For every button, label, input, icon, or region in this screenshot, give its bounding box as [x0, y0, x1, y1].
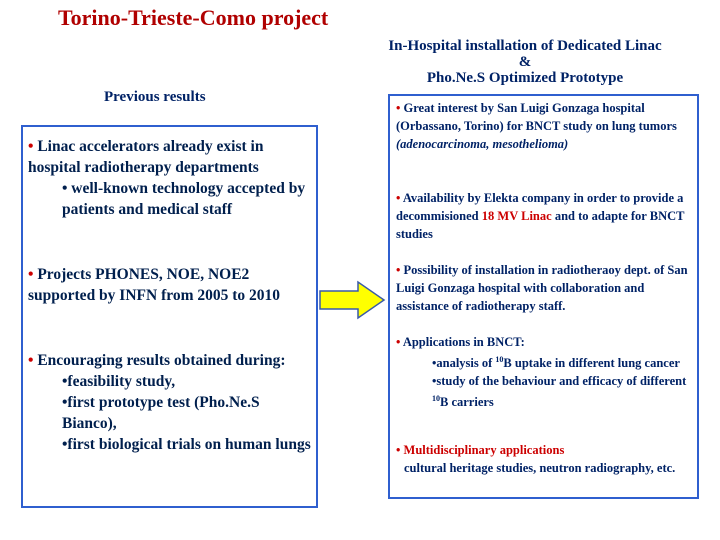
right-subpoint-carriers-post: B carriers	[440, 395, 494, 410]
left-point-projects	[28, 264, 313, 306]
right-point-multidisciplinary	[396, 441, 694, 477]
left-point-linac	[28, 136, 313, 220]
isotope-superscript: 10	[495, 355, 504, 364]
left-subpoint-feasibility: •feasibility study,	[62, 373, 176, 390]
right-subpoint-carriers	[396, 372, 694, 411]
right-point-elekta	[396, 189, 694, 243]
right-subpoint-carriers-pre: •study of the behaviour and efficacy of different	[432, 374, 687, 389]
right-point-applications-text: Applications in BNCT:	[400, 335, 525, 349]
isotope-superscript: 10	[432, 394, 440, 404]
left-point-linac-text: Linac accelerators already exist in hospital radiotherapy departments	[28, 138, 264, 176]
right-subpoint-uptake-pre: •analysis of	[432, 356, 496, 371]
right-subpoint-uptake	[396, 351, 694, 372]
left-point-results-text: Encouraging results obtained during:	[33, 352, 286, 369]
right-point-installation	[396, 261, 694, 315]
right-heading-line2: &	[518, 54, 532, 70]
left-subpoint-prototype: •first prototype test (Pho.Ne.S Bianco),	[62, 394, 260, 432]
right-heading-line1: In-Hospital installation of Dedicated Linac	[388, 38, 662, 54]
right-point-installation-text: Possibility of installation in radiotheraoy dept. of San Luigi Gonzaga hospital with collaboration and assistance of radiotherapy staff.	[396, 263, 688, 313]
right-heading	[340, 38, 710, 86]
left-point-projects-text: Projects PHONES, NOE, NOE2 supported by INFN from 2005 to 2010	[28, 266, 281, 304]
previous-results-box	[21, 125, 318, 508]
proposal-box	[388, 94, 699, 499]
bullet: •	[28, 352, 34, 369]
right-point-multidisciplinary-detail: cultural heritage studies, neutron radiography, etc.	[404, 461, 676, 475]
right-arrow-icon	[318, 280, 386, 320]
right-point-applications	[396, 333, 694, 411]
right-point-multidisciplinary-text: Multidisciplinary applications	[400, 443, 565, 457]
right-point-interest-italic: (adenocarcinoma, mesothelioma)	[396, 137, 569, 151]
previous-results-heading: Previous results	[104, 89, 206, 105]
bullet: •	[396, 191, 401, 205]
slide-title: Torino-Trieste-Como project	[58, 5, 329, 30]
right-subpoint-uptake-post: B uptake in different lung cancer	[503, 356, 680, 371]
bullet: •	[396, 263, 401, 277]
bullet: •	[396, 443, 401, 457]
left-point-results	[28, 350, 313, 455]
left-subpoint-technology: • well-known technology accepted by patients and medical staff	[62, 180, 306, 218]
right-point-interest-text: Great interest by San Luigi Gonzaga hospital (Orbassano, Torino) for BNCT study on lung tumors	[396, 101, 677, 133]
right-heading-line3: Pho.Ne.S Optimized Prototype	[426, 70, 624, 86]
right-point-elekta-text1: Availability by Elekta company in order to provide a decommisioned	[396, 191, 684, 223]
right-point-interest	[396, 99, 694, 153]
bullet: •	[396, 335, 401, 349]
bullet: •	[396, 101, 401, 115]
left-subpoint-biological: •first biological trials on human lungs	[62, 436, 311, 453]
bullet: •	[28, 138, 34, 155]
right-point-elekta-text2: and to adapte for BNCT studies	[396, 209, 685, 241]
bullet: •	[28, 266, 34, 283]
linac-highlight: 18 MV Linac	[481, 209, 552, 223]
